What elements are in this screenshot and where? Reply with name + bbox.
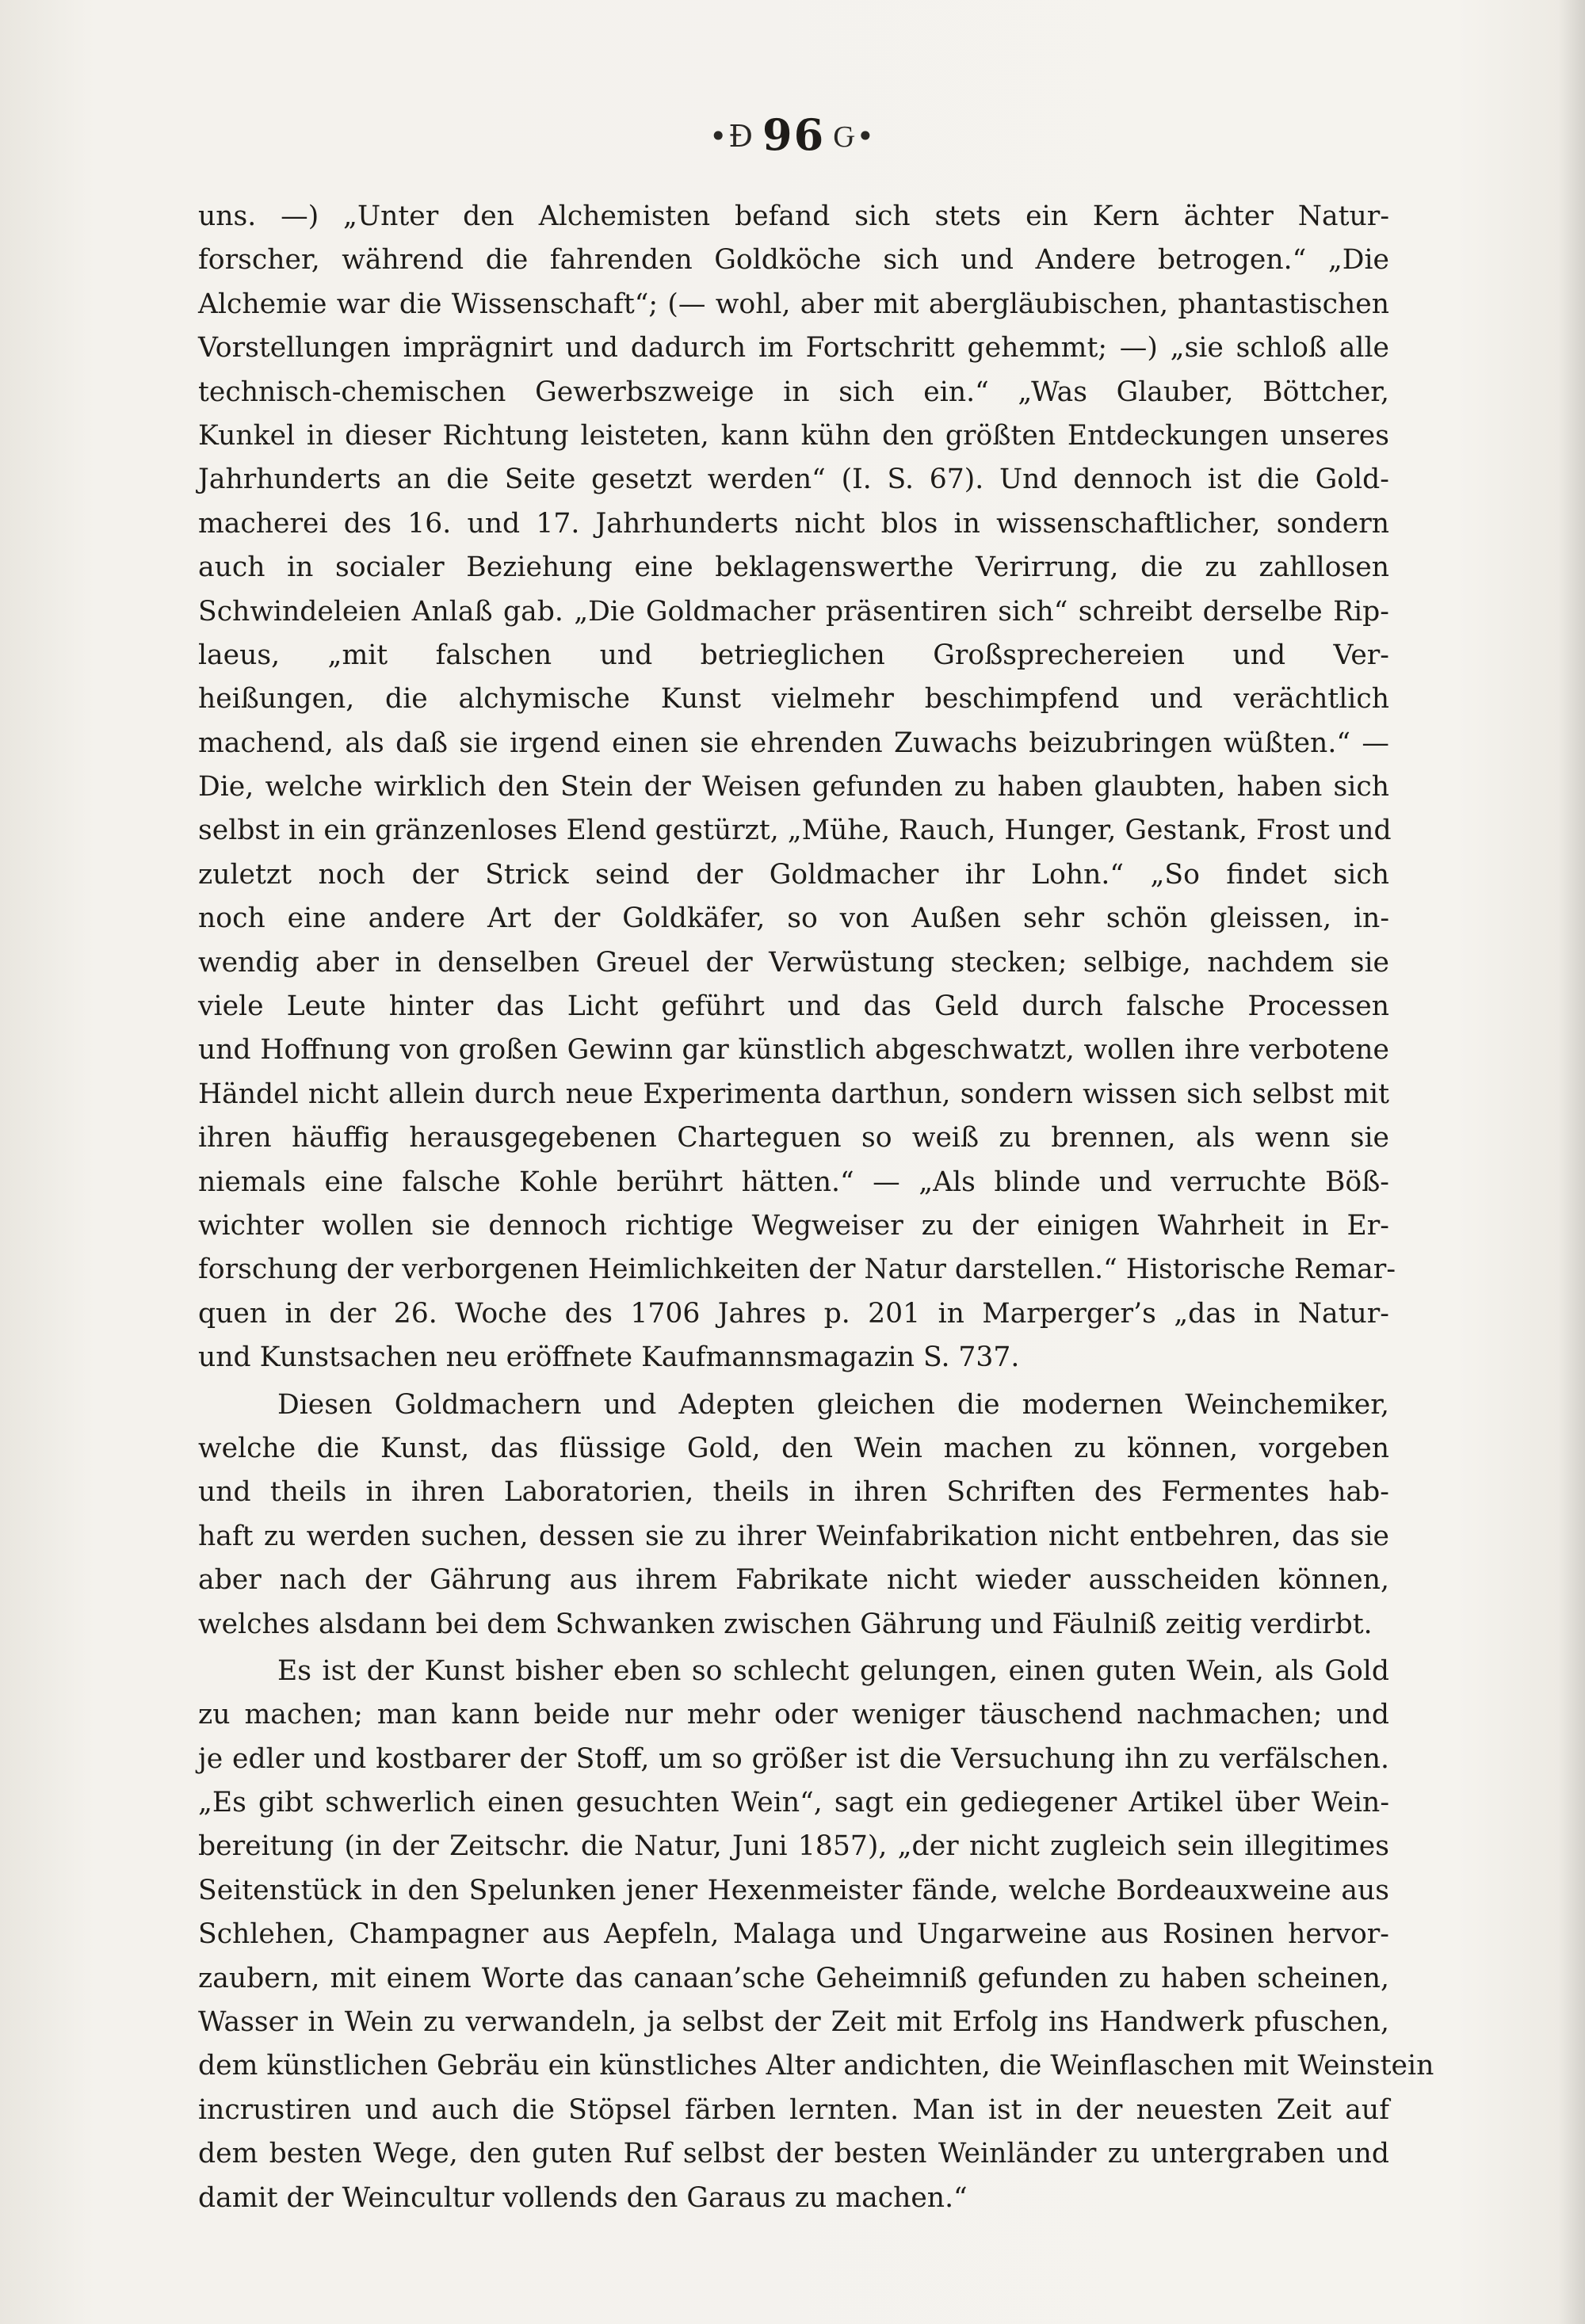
paragraph [198, 1650, 1434, 2220]
ornament-right: Ԍ• [833, 119, 877, 154]
text-line: dem besten Wege, den guten Ruf selbst der besten Weinländer zu untergraben und [198, 2138, 1389, 2170]
text-line: und Hoffnung von großen Gewinn gar künstlich abgeschwatzt, wollen ihre verbotene [198, 1034, 1389, 1067]
text-line: uns. —) „Unter den Alchemisten befand sich stets ein Kern ächter Natur- [198, 200, 1389, 232]
text-line: forscher, während die fahrenden Goldköche sich und Andere betrogen.“ „Die [198, 244, 1389, 277]
ornament-left: •Ɖ [708, 119, 755, 154]
text-line: niemals eine falsche Kohle berührt hätten.“ — „Als blinde und verruchte Böß- [198, 1166, 1389, 1198]
text-line: heißungen, die alchymische Kunst vielmehr beschimpfend und verächtlich [198, 683, 1389, 716]
text-line: wendig aber in denselben Greuel der Verwüstung stecken; selbige, nachdem sie [198, 946, 1389, 979]
text-line: und theils in ihren Laboratorien, theils in ihren Schriften des Fermentes hab- [198, 1476, 1389, 1509]
text-line: zaubern, mit einem Worte das canaan’sche Geheimniß gefunden zu haben scheinen, [198, 1962, 1389, 1994]
text-line: auch in socialer Beziehung eine beklagenswerthe Verirrung, die zu zahllosen [198, 551, 1389, 584]
page-edge-shadow [1558, 0, 1585, 2324]
text-line: Diesen Goldmachern und Adepten gleichen die modernen Weinchemiker, [277, 1388, 1389, 1421]
text-line: Kunkel in dieser Richtung leisteten, kann kühn den größten Entdeckungen unseres [198, 419, 1389, 452]
text-line: machend, als daß sie irgend einen sie ehrenden Zuwachs beizubringen wüßten.“ — [198, 727, 1389, 759]
page-header [0, 111, 1585, 160]
text-line: Schlehen, Champagner aus Aepfeln, Malaga und Ungarweine aus Rosinen hervor- [198, 1918, 1389, 1951]
text-line: zu machen; man kann beide nur mehr oder weniger täuschend nachmachen; und [198, 1699, 1389, 1731]
text-line: Schwindeleien Anlaß gab. „Die Goldmacher präsentiren sich“ schreibt derselbe Rip- [198, 595, 1389, 628]
text-line: forschung der verborgenen Heimlichkeiten der Natur darstellen.“ Historische Remar- [198, 1254, 1396, 1286]
text-line: laeus, „mit falschen und betrieglichen Großsprechereien und Ver- [198, 639, 1389, 671]
body-text [198, 195, 1434, 2220]
text-line: ihren häuffig herausgegebenen Charteguen so weiß zu brennen, als wenn sie [198, 1122, 1389, 1154]
text-line: und Kunstsachen neu eröffnete Kaufmannsmagazin S. 737. [198, 1341, 1020, 1374]
text-line: incrustiren und auch die Stöpsel färben lernten. Man ist in der neuesten Zeit auf [198, 2093, 1389, 2126]
text-line: welches alsdann bei dem Schwanken zwischen Gährung und Fäulniß zeitig verdirbt. [198, 1608, 1373, 1640]
text-line: Wasser in Wein zu verwandeln, ja selbst der Zeit mit Erfolg ins Handwerk pfuschen, [198, 2006, 1389, 2039]
text-line: Alchemie war die Wissenschaft“; (— wohl, aber mit abergläubischen, phantastischen [198, 288, 1389, 320]
text-line: Seitenstück in den Spelunken jener Hexenmeister fände, welche Bordeauxweine aus [198, 1874, 1389, 1906]
text-line: macherei des 16. und 17. Jahrhunderts nicht blos in wissenschaftlicher, sondern [198, 507, 1389, 540]
text-line: damit der Weincultur vollends den Garaus zu machen.“ [198, 2181, 968, 2214]
text-line: quen in der 26. Woche des 1706 Jahres p. 201 in Marperger’s „das in Natur- [198, 1297, 1389, 1330]
text-line: Die, welche wirklich den Stein der Weisen gefunden zu haben glaubten, haben sich [198, 771, 1389, 803]
text-line: viele Leute hinter das Licht geführt und das Geld durch falsche Processen [198, 990, 1389, 1023]
text-line: Es ist der Kunst bisher eben so schlecht gelungen, einen guten Wein, als Gold [277, 1654, 1389, 1687]
text-line: „Es gibt schwerlich einen gesuchten Wein“, sagt ein gediegener Artikel über Wein- [198, 1787, 1389, 1819]
text-line: dem künstlichen Gebräu ein künstliches Alter andichten, die Weinflaschen mit Weinstein [198, 2050, 1434, 2082]
text-line: Händel nicht allein durch neue Experimenta darthun, sondern wissen sich selbst mit [198, 1078, 1389, 1110]
text-line: selbst in ein gränzenloses Elend gestürzt, „Mühe, Rauch, Hunger, Gestank, Frost und [198, 815, 1392, 847]
text-line: noch eine andere Art der Goldkäfer, so von Außen sehr schön gleissen, in- [198, 903, 1389, 935]
text-line: wichter wollen sie dennoch richtige Wegweiser zu der einigen Wahrheit in Er- [198, 1209, 1389, 1242]
text-line: aber nach der Gährung aus ihrem Fabrikate nicht wieder ausscheiden können, [198, 1564, 1389, 1597]
text-line: zuletzt noch der Strick seind der Goldmacher ihr Lohn.“ „So findet sich [198, 858, 1389, 891]
text-line: Jahrhunderts an die Seite gesetzt werden“ (I. S. 67). Und dennoch ist die Gold- [198, 464, 1389, 496]
text-line: haft zu werden suchen, dessen sie zu ihrer Weinfabrikation nicht entbehren, das sie [198, 1520, 1389, 1552]
text-line: technisch-chemischen Gewerbszweige in sich ein.“ „Was Glauber, Böttcher, [198, 376, 1389, 408]
text-line: je edler und kostbarer der Stoff, um so größer ist die Versuchung ihn zu verfälschen. [198, 1742, 1389, 1775]
paragraph [198, 1383, 1389, 1647]
text-line: bereitung (in der Zeitschr. die Natur, Juni 1857), „der nicht zugleich sein illegitimes [198, 1830, 1389, 1863]
text-line: welche die Kunst, das flüssige Gold, den Wein machen zu können, vorgeben [198, 1432, 1389, 1464]
text-line: Vorstellungen imprägnirt und dadurch im Fortschritt gehemmt; —) „sie schloß alle [198, 332, 1389, 364]
paragraph [198, 195, 1396, 1380]
page-number: 96 [762, 109, 826, 160]
